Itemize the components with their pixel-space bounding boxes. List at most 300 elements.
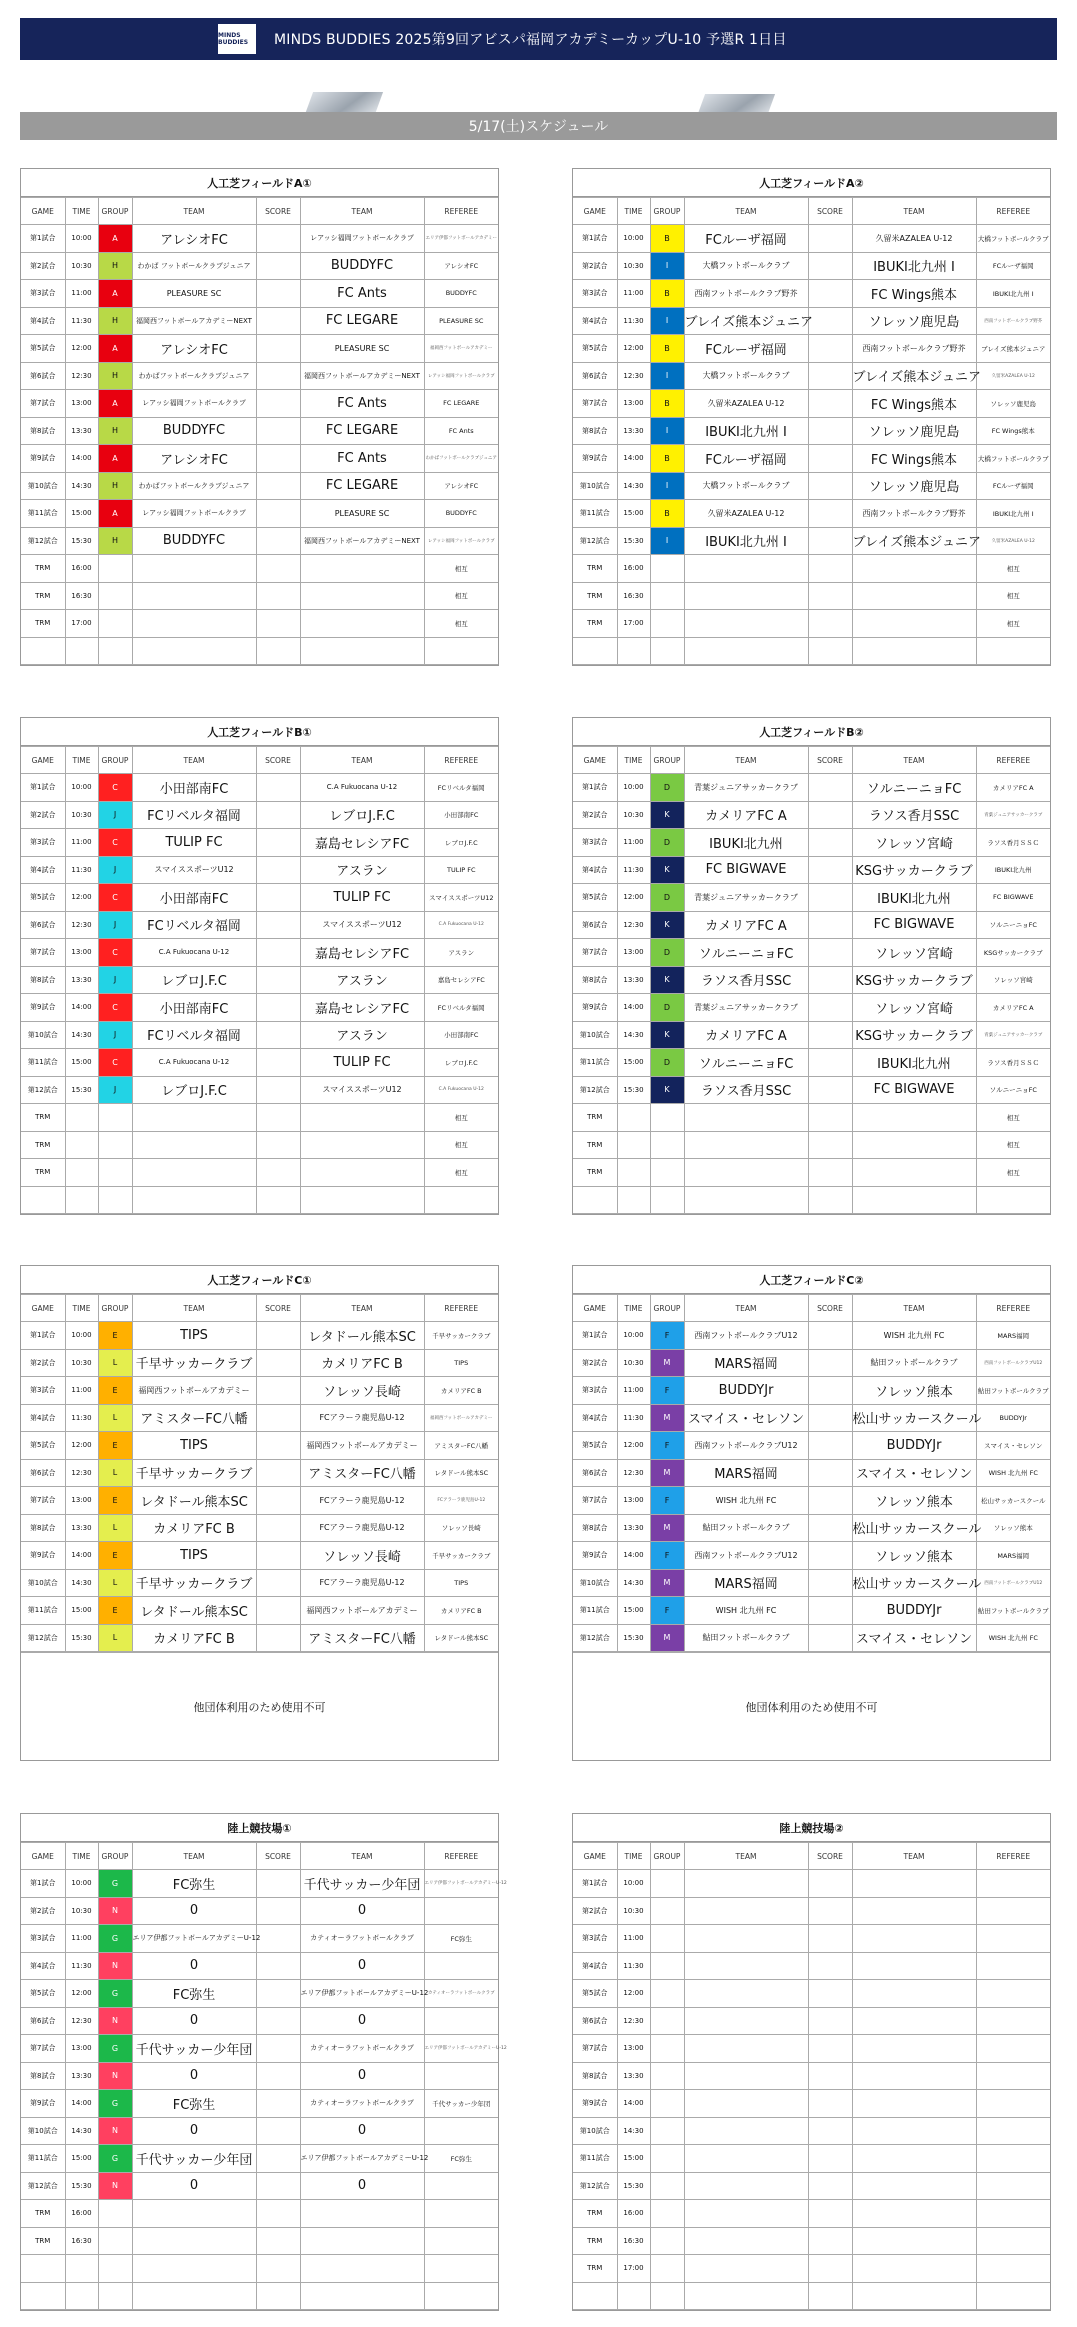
game-cell — [21, 2282, 65, 2310]
score-cell[interactable] — [808, 1131, 852, 1159]
score-cell[interactable] — [808, 307, 852, 335]
game-cell: 第5試合 — [573, 1980, 617, 2008]
score-cell[interactable] — [256, 335, 300, 363]
home-team-cell: FCリベルタ福岡 — [132, 1021, 256, 1049]
group-cell: B — [650, 280, 684, 308]
home-team-cell — [132, 637, 256, 665]
time-cell: 13:00 — [65, 939, 98, 967]
score-cell[interactable] — [256, 2090, 300, 2118]
time-cell: 14:00 — [65, 1542, 98, 1570]
group-cell: J — [98, 911, 132, 939]
column-header: GAME — [573, 1843, 617, 1870]
home-team-cell: 千早サッカークラブ — [132, 1349, 256, 1377]
away-team-cell: FC Ants — [300, 390, 424, 418]
time-cell: 14:00 — [617, 2090, 650, 2118]
score-cell[interactable] — [808, 1980, 852, 2008]
game-cell: 第6試合 — [573, 362, 617, 390]
time-cell: 13:30 — [617, 966, 650, 994]
score-cell[interactable] — [808, 1514, 852, 1542]
referee-cell: カメリアFC A — [976, 774, 1050, 802]
score-cell[interactable] — [808, 2145, 852, 2173]
score-cell[interactable] — [256, 1049, 300, 1077]
referee-cell: カティオーラフットボールクラブ — [424, 1980, 498, 2008]
score-cell[interactable] — [256, 994, 300, 1022]
table-row — [573, 1897, 1050, 1925]
away-team-cell: 嘉島セレシアFC — [300, 939, 424, 967]
referee-cell — [424, 2062, 498, 2090]
referee-cell: BUDDYJr — [976, 1404, 1050, 1432]
game-cell — [21, 1186, 65, 1214]
group-cell: F — [650, 1597, 684, 1625]
score-cell[interactable] — [808, 1569, 852, 1597]
away-team-cell — [852, 2282, 976, 2310]
score-cell[interactable] — [256, 1131, 300, 1159]
time-cell: 12:00 — [617, 1980, 650, 2008]
time-cell: 17:00 — [65, 610, 98, 638]
home-team-cell — [684, 2200, 808, 2228]
column-header: TEAM — [852, 1843, 976, 1870]
away-team-cell: ソレッソ熊本 — [852, 1487, 976, 1515]
score-cell[interactable] — [808, 1349, 852, 1377]
score-cell[interactable] — [256, 1597, 300, 1625]
group-cell — [650, 2062, 684, 2090]
score-cell[interactable] — [808, 2227, 852, 2255]
table-row — [21, 1897, 498, 1925]
score-cell[interactable] — [808, 2090, 852, 2118]
score-cell[interactable] — [808, 1076, 852, 1104]
time-cell: 15:00 — [65, 500, 98, 528]
group-cell: I — [650, 307, 684, 335]
time-cell: 12:00 — [65, 884, 98, 912]
group-cell: G — [98, 2145, 132, 2173]
referee-cell: レブロJ.F.C — [424, 829, 498, 857]
score-cell[interactable] — [808, 856, 852, 884]
time-cell: 10:30 — [65, 252, 98, 280]
referee-cell — [976, 2227, 1050, 2255]
score-cell[interactable] — [256, 829, 300, 857]
referee-cell: 相互 — [976, 1159, 1050, 1187]
away-team-cell: レタドール熊本SC — [300, 1322, 424, 1350]
time-cell: 14:00 — [65, 445, 98, 473]
score-cell[interactable] — [256, 1104, 300, 1132]
score-cell[interactable] — [808, 774, 852, 802]
score-cell[interactable] — [808, 801, 852, 829]
score-cell[interactable] — [808, 500, 852, 528]
game-cell: 第11試合 — [573, 1049, 617, 1077]
game-cell: 第9試合 — [21, 1542, 65, 1570]
table-row — [573, 856, 1050, 884]
table-row — [21, 801, 498, 829]
game-cell: 第8試合 — [21, 966, 65, 994]
away-team-cell — [852, 2255, 976, 2283]
score-cell[interactable] — [256, 1432, 300, 1460]
score-cell[interactable] — [808, 472, 852, 500]
score-cell[interactable] — [256, 1349, 300, 1377]
group-cell: K — [650, 1021, 684, 1049]
score-cell[interactable] — [256, 637, 300, 665]
score-cell[interactable] — [256, 500, 300, 528]
referee-cell: 相互 — [424, 555, 498, 583]
away-team-cell — [852, 2117, 976, 2145]
score-cell[interactable] — [808, 1104, 852, 1132]
score-cell[interactable] — [256, 911, 300, 939]
score-cell[interactable] — [256, 2255, 300, 2283]
score-cell[interactable] — [808, 1925, 852, 1953]
away-team-cell: スマイススポーツU12 — [300, 1076, 424, 1104]
score-cell[interactable] — [256, 884, 300, 912]
home-team-cell — [132, 2227, 256, 2255]
score-cell[interactable] — [256, 966, 300, 994]
score-cell[interactable] — [256, 280, 300, 308]
referee-cell: BUDDYFC — [424, 500, 498, 528]
group-cell: H — [98, 252, 132, 280]
table-row — [21, 1159, 498, 1187]
time-cell: 15:30 — [65, 527, 98, 555]
score-cell[interactable] — [256, 939, 300, 967]
score-cell[interactable] — [808, 1432, 852, 1460]
score-cell[interactable] — [808, 939, 852, 967]
score-cell[interactable] — [256, 390, 300, 418]
score-cell[interactable] — [808, 2172, 852, 2200]
score-cell[interactable] — [808, 555, 852, 583]
score-cell[interactable] — [256, 801, 300, 829]
away-team-cell: 千代サッカー少年団 — [300, 1870, 424, 1898]
table-row — [21, 829, 498, 857]
score-cell[interactable] — [256, 1021, 300, 1049]
score-cell[interactable] — [256, 1897, 300, 1925]
score-cell[interactable] — [256, 472, 300, 500]
score-cell[interactable] — [256, 1980, 300, 2008]
table-row — [573, 252, 1050, 280]
referee-cell — [976, 2117, 1050, 2145]
time-cell: 17:00 — [617, 610, 650, 638]
home-team-cell: レタドール熊本SC — [132, 1487, 256, 1515]
table-row — [573, 555, 1050, 583]
referee-cell — [976, 2007, 1050, 2035]
score-cell[interactable] — [808, 582, 852, 610]
away-team-cell: PLEASURE SC — [300, 500, 424, 528]
score-cell[interactable] — [256, 1076, 300, 1104]
score-cell[interactable] — [256, 2227, 300, 2255]
home-team-cell: スマイススポーツU12 — [132, 856, 256, 884]
game-cell: 第3試合 — [573, 1377, 617, 1405]
score-cell[interactable] — [256, 555, 300, 583]
score-cell[interactable] — [808, 252, 852, 280]
column-header: TEAM — [684, 1843, 808, 1870]
score-cell[interactable] — [808, 2255, 852, 2283]
time-cell: 11:00 — [65, 280, 98, 308]
score-cell[interactable] — [808, 610, 852, 638]
score-cell[interactable] — [256, 1514, 300, 1542]
score-cell[interactable] — [256, 2117, 300, 2145]
score-cell[interactable] — [256, 2007, 300, 2035]
home-team-cell: IBUKI北九州 I — [684, 417, 808, 445]
column-header: TIME — [617, 1843, 650, 1870]
time-cell — [617, 2282, 650, 2310]
home-team-cell: 青葉ジュニアサッカークラブ — [684, 884, 808, 912]
home-team-cell — [684, 582, 808, 610]
game-cell: 第5試合 — [573, 335, 617, 363]
group-cell — [650, 2090, 684, 2118]
group-cell: C — [98, 939, 132, 967]
away-team-cell: 嘉島セレシアFC — [300, 829, 424, 857]
table-row — [21, 1131, 498, 1159]
group-cell: A — [98, 335, 132, 363]
away-team-cell: 福岡西フットボールアカデミーNEXT — [300, 527, 424, 555]
table-row — [21, 362, 498, 390]
group-cell — [650, 2255, 684, 2283]
score-cell[interactable] — [256, 1952, 300, 1980]
score-cell[interactable] — [808, 2035, 852, 2063]
score-cell[interactable] — [256, 1542, 300, 1570]
schedule-table — [573, 1294, 1050, 1652]
score-cell[interactable] — [808, 280, 852, 308]
group-cell: N — [98, 2007, 132, 2035]
away-team-cell — [852, 2172, 976, 2200]
game-cell: 第3試合 — [573, 829, 617, 857]
referee-cell: 久留米AZALEA U-12 — [976, 527, 1050, 555]
score-cell[interactable] — [256, 2200, 300, 2228]
score-cell[interactable] — [808, 527, 852, 555]
away-team-cell — [300, 637, 424, 665]
away-team-cell: カティオーラフットボールクラブ — [300, 2035, 424, 2063]
table-row — [573, 994, 1050, 1022]
table-row — [21, 1322, 498, 1350]
table-row — [21, 582, 498, 610]
home-team-cell: TIPS — [132, 1322, 256, 1350]
table-row — [573, 1349, 1050, 1377]
schedule-table — [21, 746, 498, 1214]
group-cell: G — [98, 2090, 132, 2118]
score-cell[interactable] — [256, 445, 300, 473]
time-cell — [617, 1159, 650, 1187]
game-cell: 第11試合 — [21, 2145, 65, 2173]
table-row — [21, 500, 498, 528]
game-cell: TRM — [573, 2200, 617, 2228]
referee-cell — [976, 2172, 1050, 2200]
referee-cell: 千早サッカークラブ — [424, 1542, 498, 1570]
home-team-cell: FCルーザ福岡 — [684, 225, 808, 253]
score-cell[interactable] — [808, 1021, 852, 1049]
score-cell[interactable] — [808, 1897, 852, 1925]
score-cell[interactable] — [808, 1049, 852, 1077]
time-cell: 10:00 — [617, 1870, 650, 1898]
score-cell[interactable] — [256, 1459, 300, 1487]
home-team-cell — [684, 2007, 808, 2035]
time-cell — [65, 1104, 98, 1132]
score-cell[interactable] — [256, 1624, 300, 1652]
referee-cell: C.A Fukuocana U-12 — [424, 911, 498, 939]
score-cell[interactable] — [256, 610, 300, 638]
score-cell[interactable] — [808, 829, 852, 857]
group-cell: E — [98, 1322, 132, 1350]
table-row — [573, 1104, 1050, 1132]
group-cell: A — [98, 225, 132, 253]
score-cell[interactable] — [808, 1159, 852, 1187]
score-cell[interactable] — [808, 1377, 852, 1405]
home-team-cell: カメリアFC A — [684, 801, 808, 829]
score-cell[interactable] — [808, 1322, 852, 1350]
score-cell[interactable] — [256, 362, 300, 390]
score-cell[interactable] — [256, 2145, 300, 2173]
away-team-cell — [852, 637, 976, 665]
score-cell[interactable] — [808, 2200, 852, 2228]
score-cell[interactable] — [808, 1404, 852, 1432]
time-cell: 11:00 — [617, 829, 650, 857]
score-cell[interactable] — [256, 1870, 300, 1898]
score-cell[interactable] — [256, 1925, 300, 1953]
score-cell[interactable] — [808, 994, 852, 1022]
group-cell: B — [650, 390, 684, 418]
away-team-cell: スマイススポーツU12 — [300, 911, 424, 939]
score-cell[interactable] — [808, 1487, 852, 1515]
game-cell: 第8試合 — [573, 417, 617, 445]
score-cell[interactable] — [808, 1952, 852, 1980]
group-cell: G — [98, 1980, 132, 2008]
time-cell: 10:30 — [617, 1897, 650, 1925]
home-team-cell — [684, 1104, 808, 1132]
score-cell[interactable] — [256, 1322, 300, 1350]
score-cell[interactable] — [256, 1487, 300, 1515]
game-cell: 第8試合 — [21, 417, 65, 445]
group-cell: L — [98, 1624, 132, 1652]
group-cell: B — [650, 335, 684, 363]
referee-cell: レタドール熊本SC — [424, 1624, 498, 1652]
away-team-cell: 福岡西フットボールアカデミーNEXT — [300, 362, 424, 390]
time-cell — [65, 637, 98, 665]
away-team-cell: FC Ants — [300, 280, 424, 308]
home-team-cell — [684, 555, 808, 583]
away-team-cell: カメリアFC B — [300, 1349, 424, 1377]
table-row — [573, 1159, 1050, 1187]
away-team-cell: ソレッソ熊本 — [852, 1542, 976, 1570]
referee-cell: アレシオFC — [424, 252, 498, 280]
score-cell[interactable] — [256, 856, 300, 884]
score-cell[interactable] — [808, 1186, 852, 1214]
table-row — [21, 2227, 498, 2255]
score-cell[interactable] — [808, 1459, 852, 1487]
table-row — [21, 1952, 498, 1980]
referee-cell — [424, 2172, 498, 2200]
score-cell[interactable] — [256, 1186, 300, 1214]
score-cell[interactable] — [256, 1377, 300, 1405]
group-cell: N — [98, 1952, 132, 1980]
score-cell[interactable] — [808, 1542, 852, 1570]
referee-cell: ソレッソ鹿児島 — [976, 390, 1050, 418]
home-team-cell — [132, 1131, 256, 1159]
score-cell[interactable] — [808, 1870, 852, 1898]
score-cell[interactable] — [808, 1624, 852, 1652]
game-cell: 第2試合 — [573, 252, 617, 280]
score-cell[interactable] — [808, 884, 852, 912]
group-cell — [98, 1104, 132, 1132]
score-cell[interactable] — [808, 2007, 852, 2035]
away-team-cell — [852, 2062, 976, 2090]
column-header: GROUP — [650, 198, 684, 225]
table-row — [573, 1952, 1050, 1980]
game-cell: 第6試合 — [573, 911, 617, 939]
group-cell — [650, 1952, 684, 1980]
score-cell[interactable] — [256, 1569, 300, 1597]
score-cell[interactable] — [808, 1597, 852, 1625]
score-cell[interactable] — [808, 2117, 852, 2145]
score-cell[interactable] — [256, 252, 300, 280]
time-cell — [617, 1186, 650, 1214]
score-cell[interactable] — [808, 225, 852, 253]
score-cell[interactable] — [808, 911, 852, 939]
table-row — [21, 1432, 498, 1460]
referee-cell: FCリベルタ福岡 — [424, 994, 498, 1022]
score-cell[interactable] — [808, 966, 852, 994]
time-cell: 11:00 — [65, 1925, 98, 1953]
referee-cell — [976, 2145, 1050, 2173]
score-cell[interactable] — [256, 2172, 300, 2200]
time-cell — [65, 1159, 98, 1187]
time-cell: 11:30 — [617, 1952, 650, 1980]
away-team-cell — [852, 1870, 976, 1898]
column-header: GROUP — [98, 1843, 132, 1870]
group-cell: E — [98, 1377, 132, 1405]
table-row — [573, 2035, 1050, 2063]
score-cell[interactable] — [808, 362, 852, 390]
score-cell[interactable] — [256, 582, 300, 610]
referee-cell: レタドール熊本SC — [424, 1459, 498, 1487]
score-cell[interactable] — [256, 1404, 300, 1432]
away-team-cell: 0 — [300, 2062, 424, 2090]
score-cell[interactable] — [256, 1159, 300, 1187]
score-cell[interactable] — [808, 2062, 852, 2090]
referee-cell: 小田部南FC — [424, 801, 498, 829]
game-cell: 第10試合 — [21, 2117, 65, 2145]
score-cell[interactable] — [256, 2062, 300, 2090]
score-cell[interactable] — [256, 225, 300, 253]
score-cell[interactable] — [808, 445, 852, 473]
score-cell[interactable] — [256, 2282, 300, 2310]
table-row — [573, 610, 1050, 638]
time-cell: 15:30 — [617, 1076, 650, 1104]
table-row — [21, 1049, 498, 1077]
time-cell: 14:00 — [65, 994, 98, 1022]
home-team-cell: エリア伊都フットボールアカデミーU-12 — [132, 1925, 256, 1953]
group-cell — [650, 1131, 684, 1159]
group-cell: G — [98, 2035, 132, 2063]
score-cell[interactable] — [256, 417, 300, 445]
table-row — [573, 966, 1050, 994]
game-cell: 第4試合 — [21, 1404, 65, 1432]
score-cell[interactable] — [808, 335, 852, 363]
referee-cell: 青葉ジュニアサッカークラブ — [976, 801, 1050, 829]
score-cell[interactable] — [808, 417, 852, 445]
time-cell: 12:30 — [65, 2007, 98, 2035]
time-cell: 14:30 — [617, 1569, 650, 1597]
table-row — [21, 335, 498, 363]
score-cell[interactable] — [808, 390, 852, 418]
table-row — [21, 1925, 498, 1953]
score-cell[interactable] — [256, 2035, 300, 2063]
table-row — [573, 1514, 1050, 1542]
score-cell[interactable] — [256, 307, 300, 335]
time-cell: 15:30 — [617, 1624, 650, 1652]
away-team-cell: FCアラーラ鹿児島U-12 — [300, 1514, 424, 1542]
table-row — [21, 1597, 498, 1625]
away-team-cell: 嘉島セレシアFC — [300, 994, 424, 1022]
score-cell[interactable] — [256, 527, 300, 555]
score-cell[interactable] — [256, 774, 300, 802]
score-cell[interactable] — [808, 637, 852, 665]
score-cell[interactable] — [808, 2282, 852, 2310]
time-cell: 12:30 — [65, 1459, 98, 1487]
group-cell: D — [650, 939, 684, 967]
